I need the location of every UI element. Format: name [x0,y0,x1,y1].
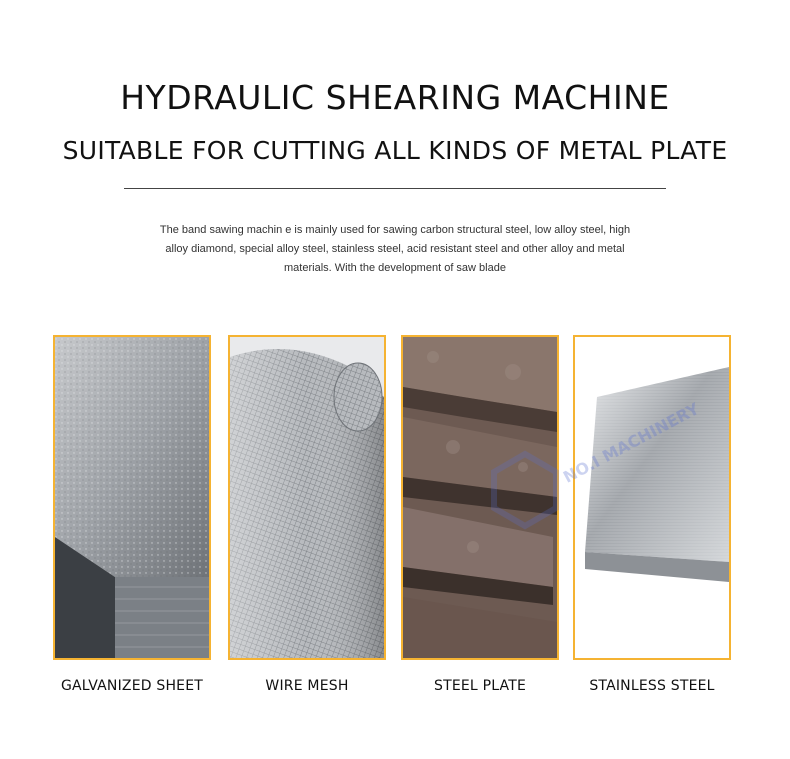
page-title: HYDRAULIC SHEARING MACHINE [120,78,670,117]
label-galvanized-sheet: GALVANIZED SHEET [60,678,204,694]
description-text: The band sawing machin e is mainly used for sawing carbon structural steel, low alloy steel, high alloy diamond, special alloy steel, stainless steel, acid resistant steel and other alloy and metal materials. With the development of saw blade [159,224,631,274]
page-subtitle: SUITABLE FOR CUTTING ALL KINDS OF METAL PLATE [62,136,728,165]
wire-mesh-image [228,335,386,660]
label-steel-plate: STEEL PLATE [433,678,527,694]
label-wire-mesh: WIRE MESH [265,678,349,694]
label-stainless-steel: STAINLESS STEEL [589,678,715,694]
material-card-wire-mesh [228,335,386,660]
title-divider [124,188,666,189]
machinery-logo-icon [490,450,560,530]
galvanized-sheet-image [53,335,211,660]
watermark-text: NO.I MACHINERY [560,399,703,487]
material-card-galvanized-sheet [53,335,211,660]
stainless-steel-image [573,335,731,660]
watermark-logo [490,450,560,530]
material-card-stainless-steel [573,335,731,660]
